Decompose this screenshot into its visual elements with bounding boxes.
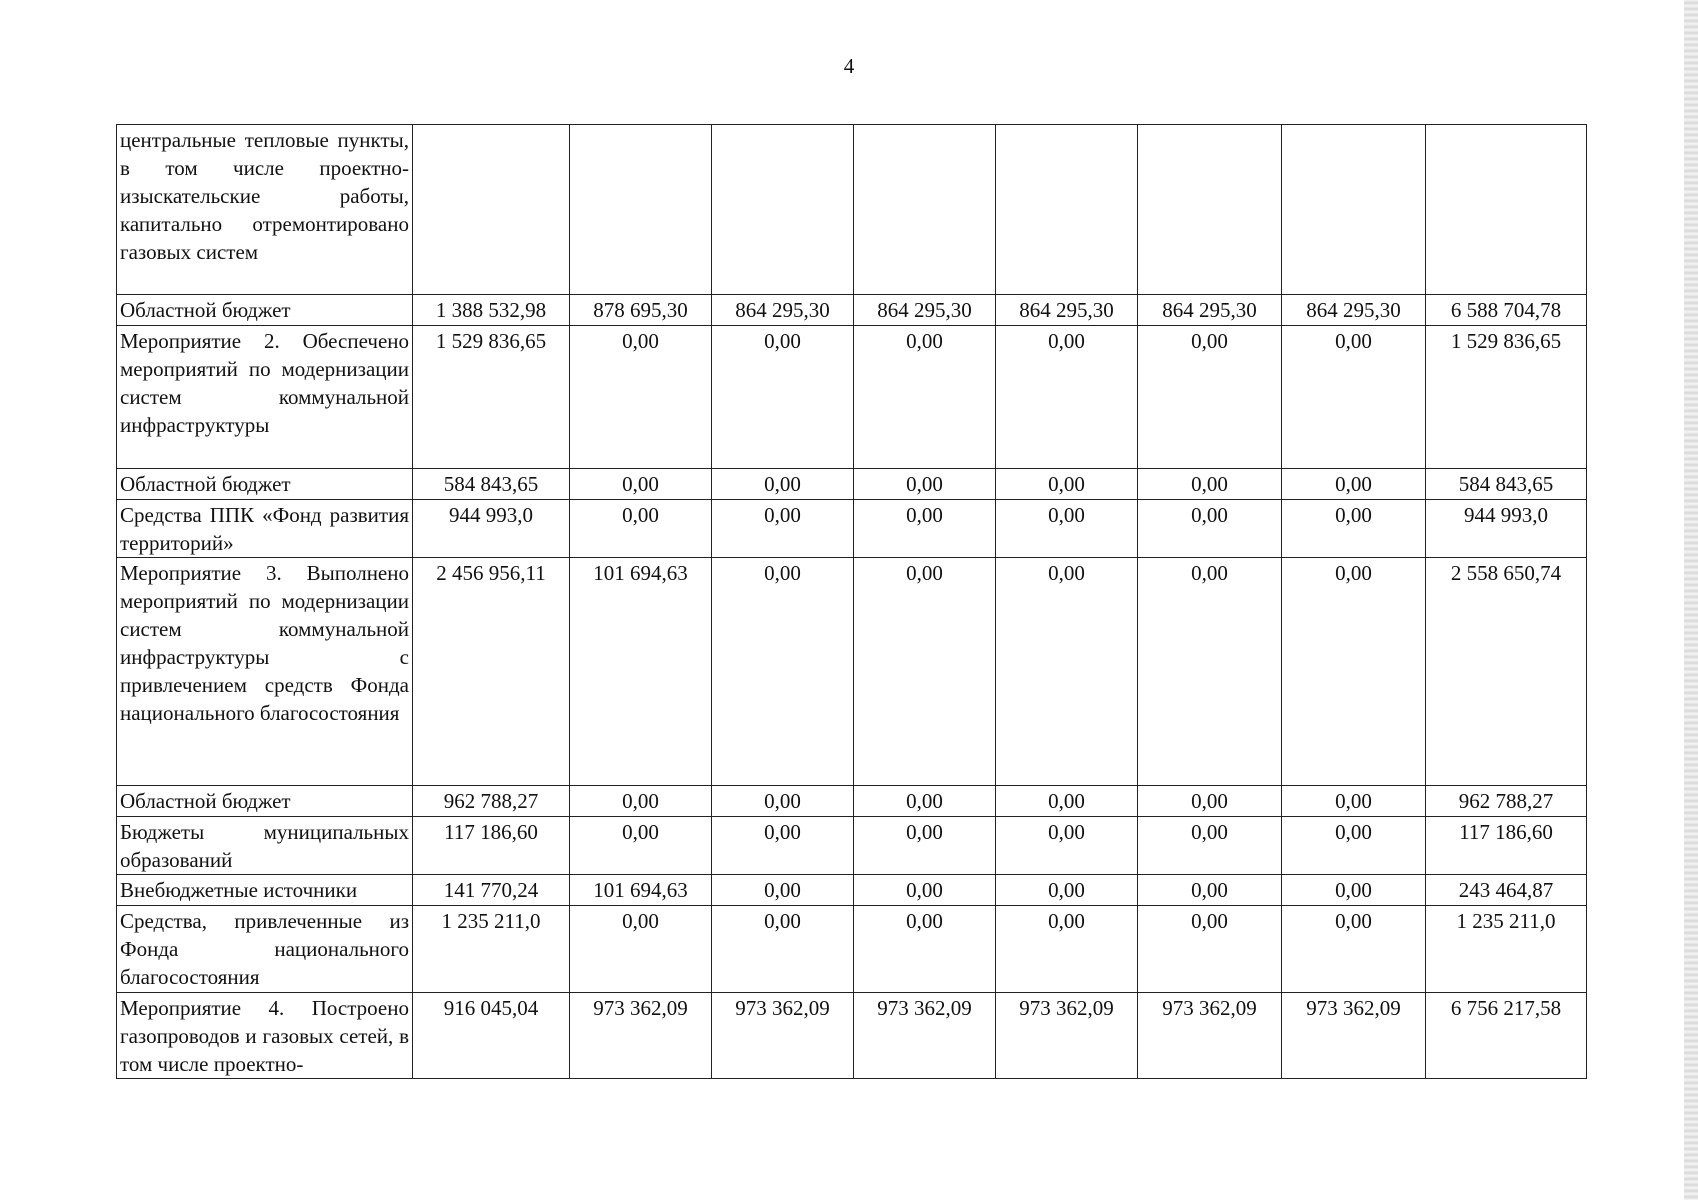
row-value: 0,00 <box>712 326 854 469</box>
row-value: 0,00 <box>854 906 996 993</box>
row-value: 0,00 <box>854 817 996 875</box>
row-value: 1 235 211,0 <box>413 906 570 993</box>
row-label: Средства ППК «Фонд развития территорий» <box>117 500 413 558</box>
row-value: 0,00 <box>996 786 1138 817</box>
row-value: 0,00 <box>996 875 1138 906</box>
row-value: 0,00 <box>996 469 1138 500</box>
row-value: 0,00 <box>1138 906 1282 993</box>
row-value: 0,00 <box>712 469 854 500</box>
row-value: 0,00 <box>854 786 996 817</box>
row-total-value: 1 235 211,0 <box>1426 906 1587 993</box>
row-label: Мероприятие 2. Обеспечено мероприятий по модернизации систем коммунальной инфраструктуры <box>117 326 413 469</box>
row-value: 973 362,09 <box>854 993 996 1079</box>
row-value <box>413 125 570 295</box>
row-value: 864 295,30 <box>712 295 854 326</box>
row-value: 864 295,30 <box>1138 295 1282 326</box>
row-value: 0,00 <box>854 326 996 469</box>
row-value: 0,00 <box>1282 469 1426 500</box>
row-value <box>854 125 996 295</box>
row-value <box>712 125 854 295</box>
row-value: 101 694,63 <box>570 875 712 906</box>
row-value <box>1282 125 1426 295</box>
table-row <box>117 558 1587 786</box>
row-value: 0,00 <box>996 500 1138 558</box>
table-row <box>117 875 1587 906</box>
row-total-value: 962 788,27 <box>1426 786 1587 817</box>
row-label: Областной бюджет <box>117 786 413 817</box>
row-total-value: 243 464,87 <box>1426 875 1587 906</box>
row-value: 973 362,09 <box>570 993 712 1079</box>
row-value: 864 295,30 <box>854 295 996 326</box>
row-value <box>1138 125 1282 295</box>
row-value: 878 695,30 <box>570 295 712 326</box>
row-value: 117 186,60 <box>413 817 570 875</box>
table-row <box>117 125 1587 295</box>
row-label: Мероприятие 4. Построено газопроводов и газовых сетей, в том числе проектно- <box>117 993 413 1079</box>
row-value: 973 362,09 <box>1138 993 1282 1079</box>
row-value: 864 295,30 <box>996 295 1138 326</box>
row-value: 973 362,09 <box>996 993 1138 1079</box>
row-value: 0,00 <box>1282 786 1426 817</box>
row-value <box>570 125 712 295</box>
row-value: 0,00 <box>570 786 712 817</box>
row-value: 2 456 956,11 <box>413 558 570 786</box>
row-value: 0,00 <box>1138 786 1282 817</box>
table-row <box>117 906 1587 993</box>
row-value: 0,00 <box>1138 875 1282 906</box>
row-value: 0,00 <box>854 500 996 558</box>
budget-table <box>116 124 1587 1079</box>
row-value: 0,00 <box>1282 558 1426 786</box>
row-total-value: 584 843,65 <box>1426 469 1587 500</box>
row-value: 101 694,63 <box>570 558 712 786</box>
table-row <box>117 326 1587 469</box>
row-value: 0,00 <box>1138 558 1282 786</box>
row-label: Мероприятие 3. Выполнено мероприятий по модернизации систем коммунальной инфраструктуры с привлечением средств Фонда национального благосостояния <box>117 558 413 786</box>
row-total-value: 117 186,60 <box>1426 817 1587 875</box>
row-value: 0,00 <box>712 786 854 817</box>
row-label: Бюджеты муниципальных образований <box>117 817 413 875</box>
row-value: 0,00 <box>1138 500 1282 558</box>
table-row <box>117 469 1587 500</box>
row-value: 141 770,24 <box>413 875 570 906</box>
row-value: 0,00 <box>712 817 854 875</box>
row-value: 0,00 <box>712 558 854 786</box>
row-value: 864 295,30 <box>1282 295 1426 326</box>
row-value: 0,00 <box>1282 326 1426 469</box>
row-value <box>996 125 1138 295</box>
row-value: 973 362,09 <box>1282 993 1426 1079</box>
row-value: 0,00 <box>712 500 854 558</box>
row-value: 944 993,0 <box>413 500 570 558</box>
row-value: 962 788,27 <box>413 786 570 817</box>
row-value: 0,00 <box>854 558 996 786</box>
table-row <box>117 500 1587 558</box>
row-value: 0,00 <box>570 817 712 875</box>
row-total-value: 6 588 704,78 <box>1426 295 1587 326</box>
row-value: 0,00 <box>1282 906 1426 993</box>
row-label: Средства, привлеченные из Фонда национального благосостояния <box>117 906 413 993</box>
row-value: 916 045,04 <box>413 993 570 1079</box>
page-number: 4 <box>843 54 855 78</box>
table-row <box>117 786 1587 817</box>
row-label: Областной бюджет <box>117 469 413 500</box>
row-value: 0,00 <box>1282 500 1426 558</box>
row-total-value: 944 993,0 <box>1426 500 1587 558</box>
row-value: 0,00 <box>570 469 712 500</box>
row-value: 0,00 <box>570 500 712 558</box>
row-value: 0,00 <box>1138 817 1282 875</box>
row-value: 0,00 <box>1138 326 1282 469</box>
row-value: 0,00 <box>712 906 854 993</box>
scan-edge-artifact <box>1684 0 1698 1200</box>
row-value: 0,00 <box>712 875 854 906</box>
row-value: 0,00 <box>996 558 1138 786</box>
table-row <box>117 993 1587 1079</box>
row-value: 584 843,65 <box>413 469 570 500</box>
row-label: центральные тепловые пункты, в том числе проектно-изыскательские работы, капитально отремонтировано газовых систем <box>117 125 413 295</box>
row-value: 1 529 836,65 <box>413 326 570 469</box>
row-total-value <box>1426 125 1587 295</box>
row-value: 0,00 <box>1282 817 1426 875</box>
row-value: 0,00 <box>1282 875 1426 906</box>
row-total-value: 2 558 650,74 <box>1426 558 1587 786</box>
row-label: Внебюджетные источники <box>117 875 413 906</box>
row-value: 0,00 <box>996 817 1138 875</box>
row-total-value: 1 529 836,65 <box>1426 326 1587 469</box>
table-row <box>117 295 1587 326</box>
row-value: 0,00 <box>854 469 996 500</box>
table-row <box>117 817 1587 875</box>
row-value: 0,00 <box>1138 469 1282 500</box>
row-label: Областной бюджет <box>117 295 413 326</box>
row-value: 1 388 532,98 <box>413 295 570 326</box>
row-value: 0,00 <box>854 875 996 906</box>
row-value: 0,00 <box>996 326 1138 469</box>
row-value: 0,00 <box>570 906 712 993</box>
row-value: 973 362,09 <box>712 993 854 1079</box>
row-value: 0,00 <box>996 906 1138 993</box>
table-body <box>117 125 1587 1079</box>
row-total-value: 6 756 217,58 <box>1426 993 1587 1079</box>
row-value: 0,00 <box>570 326 712 469</box>
